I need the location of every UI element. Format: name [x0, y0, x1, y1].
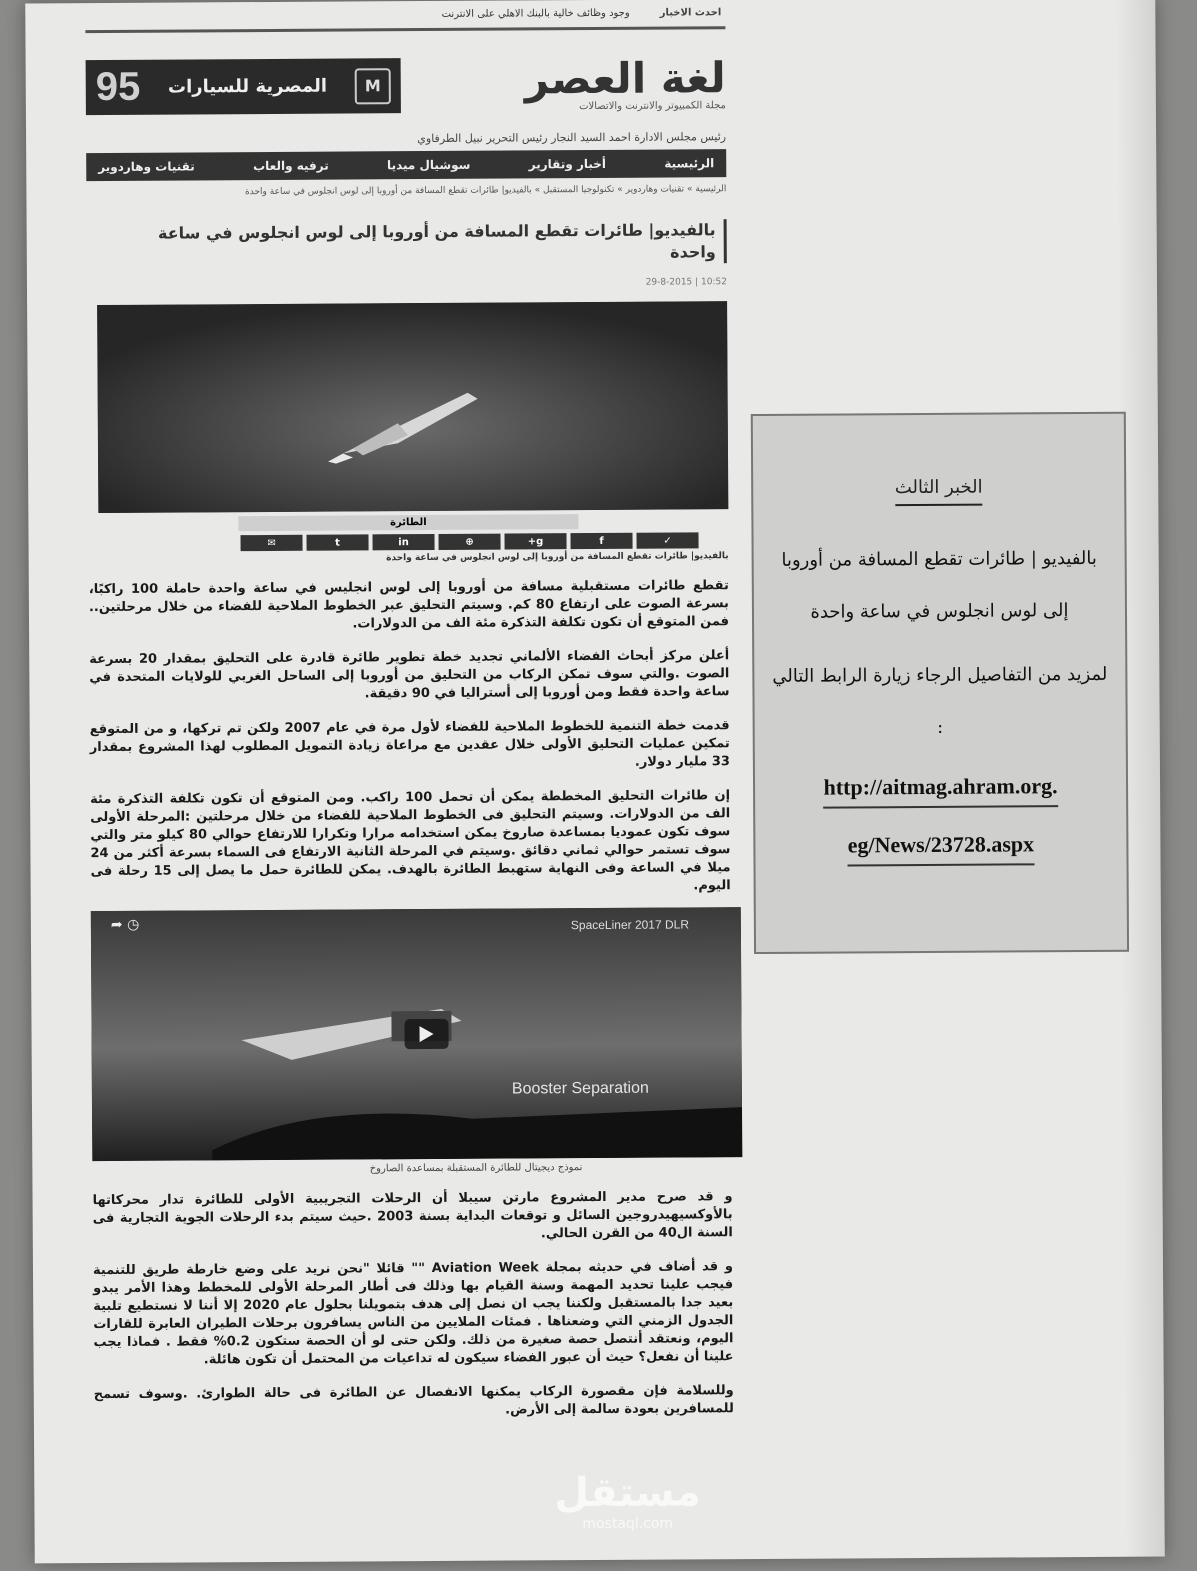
article-video[interactable] — [91, 907, 743, 1161]
email-share-button[interactable]: ✉ — [240, 535, 302, 551]
nav-item-entertainment[interactable]: ترفيه والعاب — [253, 158, 329, 174]
site-logo[interactable] — [426, 53, 726, 113]
tumblr-share-button[interactable]: t — [306, 534, 368, 550]
watermark-latin: mostaql.com — [582, 1515, 674, 1533]
article-meta: 10:52 | 29-8-2015 — [645, 277, 727, 288]
linkedin-share-button[interactable]: in — [372, 534, 434, 550]
masthead — [86, 41, 727, 130]
side-link-line-1[interactable]: http://aitmag.ahram.org. — [823, 771, 1057, 808]
article-paragraph-3: قدمت خطة التنمية للخطوط الملاحية للفضاء لأول مرة في عام 2007 ولكن تم تركها، و من المتوقع تمكين عمليات التحليق الأولى خلال عقدين مع مراعاة زيادة التمويل المطلوب لهذا المشروع بمقدار 33 مليار دولار. — [89, 718, 730, 770]
video-play-icon[interactable] — [404, 1019, 448, 1049]
ad-number: 95 — [95, 64, 141, 110]
article-image[interactable] — [97, 301, 728, 513]
video-share-clock-icons[interactable]: ➦ ◷ — [110, 916, 140, 933]
main-nav — [86, 149, 726, 181]
image-caption: الطائرة — [238, 514, 578, 531]
side-link-line-2[interactable]: eg/News/23728.aspx — [848, 829, 1035, 866]
article-paragraph-7: وللسلامة فإن مقصورة الركاب يمكنها الانفصال عن الطائرة فى حالة الطوارئ. .وسوف تسمح للمسافرين بعودة سالمة إلى الأرض. — [93, 1383, 734, 1418]
side-more-info: لمزيد من التفاصيل الرجاء زيارة الرابط التالي : — [772, 663, 1108, 738]
ad-brand: المصرية للسيارات — [167, 75, 328, 98]
share-caption: بالفيديو| طائرات تقطع المسافة من أوروبا إلى لوس انجلوس في ساعة واحدة — [386, 551, 729, 564]
latest-news-label: احدث الاخبار — [659, 7, 722, 19]
auto-logo-icon: M — [355, 68, 391, 104]
facebook-share-button[interactable]: f — [570, 533, 632, 549]
nav-item-home[interactable]: الرئيسية — [664, 156, 715, 171]
pinterest-share-button[interactable]: ⊕ — [438, 534, 500, 550]
video-caption: نموذج ديجيتال للطائرة المستقبلة بمساعدة الصاروخ — [369, 1162, 583, 1175]
mostaql-watermark — [554, 1469, 701, 1532]
twitter-share-button[interactable]: ✓ — [636, 532, 698, 548]
video-title: SpaceLiner 2017 DLR — [570, 917, 690, 933]
article-paragraph-1: تقطع طائرات مستقبلية مسافة من أوروبا إلى لوس انجليس في ساعة واحدة حاملة 100 راكبًا، بسرعة الصوت على ارتفاع 80 كم. وسيتم التحليق عبر الخطوط الملاحية للفضاء من خلال مرحلتين.. فمن المتوقع أن تكون تكلفة التذكرة مئة الف من الدولارات. — [88, 578, 730, 632]
article-title: بالفيديو| طائرات تقطع المسافة من أوروبا إلى لوس انجلوس في ساعة واحدة — [157, 219, 727, 266]
article-paragraph-4: إن طائرات التحليق المخططة يمكن أن تحمل 100 راكب. ومن المتوقع أن تكون تكلفة التذكرة مئة الف من الدولارات. وسيتم التحليق فى الخطوط الملاحية للفضاء من خلال مرحلتين :المرحلة الأولى سوف تكون عموديا بمساعدة صاروخ يمكن استخدامه مرارا وتكرارا للارتفاع حوالي 80 كيلو متر والتي سوف تستمر حوالي ثماني دقائق .وسيتم في المرحلة الثانية الارتفاع فى السماء بسرعة أكثر من 24 ميلا في الساعة وفى النهاية ستهبط الطائرة بالهدف. يمكن للطائرة حمل ما يصل إلى 15 رحلة فى اليوم. — [90, 788, 731, 894]
nav-item-social[interactable]: سوشيال ميديا — [386, 157, 471, 173]
spaceplane-image — [97, 301, 728, 513]
watermark-arabic: مستقل — [554, 1469, 701, 1517]
article-paragraph-5: و قد صرح مدير المشروع مارتن سيبلا أن الرحلات التجريبية الأولى للطائرة تدار محركاتها بالأوكسيهيدروجين السائل و توقعات البداية بسنة 2003 .حيث سيتم بدء الرحلات الجوية التجارية فى السنة ال40 من القرن الحالي. — [92, 1189, 733, 1242]
breadcrumb[interactable]: الرئيسية » تقنيات وهاردوير » تكنولوجيا المستقبل » بالفيديو| طائرات تقطع المسافة من أوروبا إلى لوس انجلوس في ساعة واحدة — [245, 184, 727, 198]
side-heading: الخبر الثالث — [895, 477, 983, 507]
paper-sheet — [25, 0, 1165, 1563]
side-link[interactable] — [755, 771, 1127, 889]
article-paragraph-6: و قد أضاف في حديثه بمجلة Aviation Week "" قائلا "نحن نريد على وضع خارطة طريق للتنمية فيجب علينا تحديد المهمة وسنة القيام بها وذلك فى أطار المرحلة الأولى للمخطط وهذا الأمر يبدو بعيد جدا بالمستقبل ولكننا يجب ان نصل إلى هدف بتمويلنا بحلول عام 2020 إلا أننا لا نستطيع تلبية الجدول الزمني التي وضعناها . فمئات الملايين من الناس يسافرون برحلات الطيران العابرة للقارات اليوم، ونعتقد أنتصل حصة صغيرة من ذلك. ولكن حتى لو أن الحصة ستكون 0.2% فقط . فماذا يجب علينا أن نفعل؟ حيث أن عبور الفضاء سيكون له تداعيات من المحتمل أن تكون هائلة. — [92, 1259, 734, 1368]
nav-item-news[interactable]: أخبار وتقارير — [528, 156, 607, 172]
article-paragraph-2: أعلن مركز أبحاث الفضاء الألماني تجديد خطة تطوير طائرة قادرة على التحليق بمقدار 20 بسرعة الصوت .والتي سوف تمكن الركاب من التحليق من أوروبا إلى الساحل الغربي للولايات المتحدة في ساعة واحدة فقط ومن أوروبا إلى أستراليا في 90 دقيقة. — [89, 648, 730, 702]
editor-line: رئيس مجلس الادارة احمد السيد النجار رئيس التحرير نبيل الطرفاوي — [417, 130, 727, 146]
third-news-box — [751, 412, 1129, 954]
googleplus-share-button[interactable]: g+ — [504, 533, 566, 549]
side-body: بالفيديو | طائرات تقطع المسافة من أوروبا إلى لوس انجلوس في ساعة واحدة — [781, 547, 1097, 623]
latest-news-bar — [85, 0, 725, 33]
nav-item-hardware[interactable]: تقنيات وهاردوير — [98, 159, 195, 175]
article-printout — [85, 0, 734, 1483]
video-overlay-text: Booster Separation — [511, 1079, 649, 1098]
ad-banner[interactable] — [86, 58, 401, 115]
logo-subtitle: مجلة الكمبيوتر والانترنت والاتصالات — [579, 100, 726, 113]
logo-title: لغة العصر — [524, 53, 726, 104]
share-buttons — [89, 532, 699, 552]
latest-news-text[interactable]: وجود وظائف خالية بالبنك الاهلي على الانترنت — [441, 7, 630, 20]
